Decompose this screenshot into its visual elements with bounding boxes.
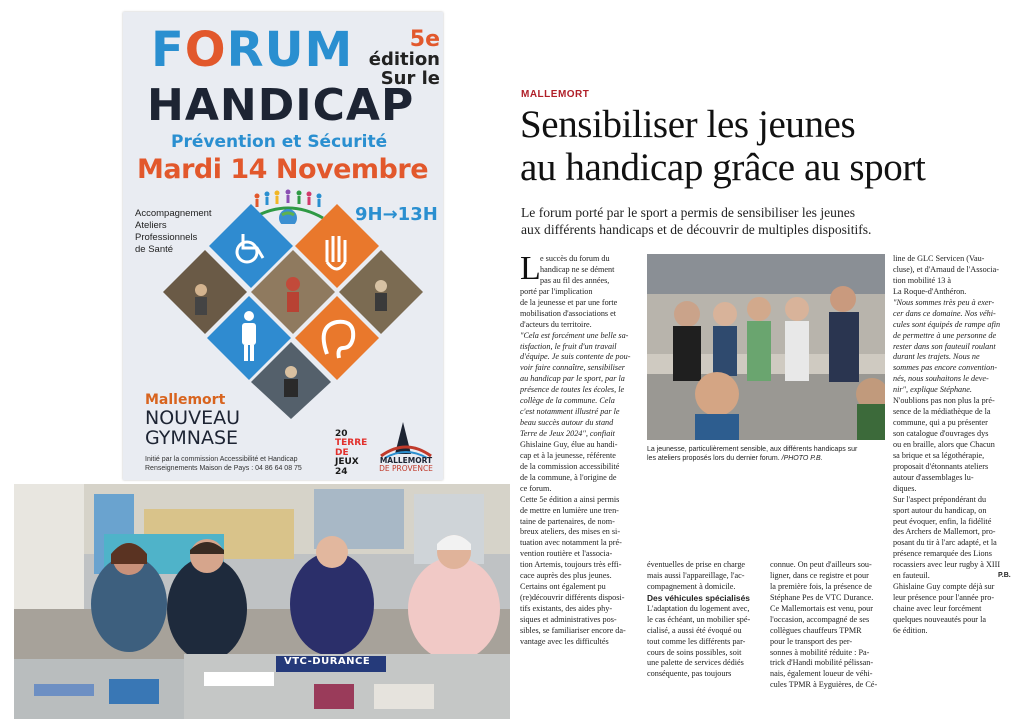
caption-text: les ateliers proposés lors du dernier forum. xyxy=(647,455,780,463)
article-text-line: peut évoquer, enfin, la fidélité xyxy=(893,516,992,526)
article-text-line: siques et administratives pos- xyxy=(520,614,617,624)
article-text-line: ligner, dans ce registre et pour xyxy=(770,570,869,580)
poster-service: Ateliers xyxy=(135,219,167,231)
article-text-line: de la commission accessibilité xyxy=(520,461,620,471)
article-text-line: collège de la commune. Cela xyxy=(520,396,615,406)
article-text-line: N'oublions pas non plus la pré- xyxy=(893,396,995,406)
article-text-line: tion mobilité 13 à xyxy=(893,275,951,285)
wheelchair-o-icon: O xyxy=(184,22,227,78)
poster-service: Professionnels xyxy=(135,231,198,243)
article-headline xyxy=(520,104,1020,190)
poster-service: de Santé xyxy=(135,243,174,255)
poster-venue-line: GYMNASE xyxy=(145,426,239,449)
article-text-line: chaine avec leur forcément xyxy=(893,604,982,613)
article-text-line: "Nous sommes très peu à exer- xyxy=(893,297,995,307)
drop-cap: L xyxy=(520,250,541,287)
article-text-line: proposait d'étonnants ateliers xyxy=(893,461,989,471)
logo-sub: DE PROVENCE xyxy=(379,463,433,473)
poster-date: Mardi 14 Novembre xyxy=(137,154,429,185)
poster-initiative-line: Renseignements Maison de Pays : 04 86 64 08 75 xyxy=(145,464,302,472)
article-text-line: cours de soins possibles, soit xyxy=(647,647,742,657)
article-text-line: tion Artemis, toujours très effi- xyxy=(520,560,622,570)
headline-line: au handicap grâce au sport xyxy=(520,145,926,189)
article-text-line: ou en braille, alors que Chacun xyxy=(893,439,995,449)
article-text-line: conséquente, pas toujours xyxy=(647,669,732,679)
terre-de-jeux-word: DE xyxy=(335,447,349,458)
article-text-line: de mettre en lumière une tren- xyxy=(520,505,619,515)
article-text-line: (re)découvrir différents disposi- xyxy=(520,593,625,603)
article-photo-scene xyxy=(647,254,885,440)
article-text-line: sa brique et sa légothérapie, xyxy=(893,450,985,460)
forum-poster xyxy=(123,12,443,480)
terre-de-jeux-word: TERRE xyxy=(335,438,368,449)
poster-diamond-mosaic xyxy=(141,204,441,419)
article-text-line: beau succès autour du stand xyxy=(520,418,614,428)
article-text-line: cluse), et d'Arnaud de l'Associa- xyxy=(893,264,999,274)
article-text-line: cap et à la jeunesse, référente xyxy=(520,450,616,460)
child-figure xyxy=(747,297,771,381)
article-text-line: de la commune, à l'origine de xyxy=(520,472,617,482)
logo-name: MALLEMORT xyxy=(379,456,433,465)
article-text-line: nir", explique Stéphane. xyxy=(893,385,972,395)
article-text-line: l'occasion, accompagné de ses xyxy=(770,614,870,624)
article-text-line: en fauteuil. xyxy=(893,571,930,581)
child-figure xyxy=(713,302,737,376)
article-lead xyxy=(521,204,991,239)
poster-forum-title: FORUM xyxy=(151,22,354,78)
lead-line: Le forum porté par le sport a permis de sensibiliser les jeunes xyxy=(521,205,856,220)
article-text-line: connue. On peut d'ailleurs sou- xyxy=(770,560,872,569)
poster-location: Mallemort xyxy=(145,392,226,408)
poster-subtitle: Prévention et Sécurité xyxy=(171,132,388,152)
article-text-line: compagnement à domicile. xyxy=(647,581,736,591)
article-text-line: Ce Mallemortais est venu, pour xyxy=(770,603,874,613)
article-text-line: mobilisation d'associations et xyxy=(520,308,617,318)
newspaper-article xyxy=(520,86,1020,690)
child-figure xyxy=(673,301,701,381)
terre-de-jeux-word: JEUX xyxy=(335,457,359,468)
article-text-line: 6e édition. xyxy=(893,625,928,635)
article-text-line: éventuelles de prise en charge xyxy=(647,560,746,569)
article-text-line: son catalogue d'ouvrages dys xyxy=(893,429,989,438)
poster-initiative xyxy=(145,456,325,474)
article-text-line: nés, nous souhaitons le deve- xyxy=(893,374,989,384)
article-text-line: tout comme les différents par- xyxy=(647,636,746,646)
article-text-line: diques. xyxy=(893,483,917,493)
caption-line: La jeunesse, particulièrement sensible, aux différents handicaps sur xyxy=(647,446,858,453)
article-text-line: pour le transport des per- xyxy=(770,636,853,646)
article-text-line: sence de la médiathèque de la xyxy=(893,407,991,417)
article-text-line: cace auprès des plus jeunes. xyxy=(520,571,612,581)
terre-de-jeux-year: 24 xyxy=(335,466,348,477)
article-text-line: c'est notamment illustré par le xyxy=(520,407,620,417)
article-text-line: Ghislaine Guy, élue au handi- xyxy=(520,439,618,449)
article-text-line: des Archers de Mallemort, pro- xyxy=(893,527,996,537)
article-text-line: sonnes à mobilité réduite : Pa- xyxy=(770,647,870,657)
article-text-line: sommes pas encore convention- xyxy=(893,363,998,373)
article-text-line: tisfaction, le fruit d'un travail xyxy=(520,341,617,351)
poster-venue-line: NOUVEAU xyxy=(145,407,240,429)
article-text-line: la première fois, la présence de xyxy=(770,581,872,591)
child-figure xyxy=(856,378,885,440)
child-figure xyxy=(785,297,809,381)
article-text-line: La Roque-d'Anthéron. xyxy=(893,286,967,296)
article-text-line: handicap ne se dément xyxy=(540,264,615,274)
article-text-line: rester dans son fauteuil roulant xyxy=(893,341,996,351)
poster-venue xyxy=(145,409,240,449)
poster-edition-word: édition xyxy=(368,49,440,71)
booth-photo xyxy=(14,484,510,719)
article-text-line: durant les trajets. Nous ne xyxy=(893,352,980,362)
article-text-line: cer dans ce domaine. Nos véhi- xyxy=(893,308,996,318)
article-column-3 xyxy=(770,560,882,691)
article-text-line: autour d'assemblages lu- xyxy=(893,472,974,482)
vtc-durance-banner: VTC-DURANCE xyxy=(284,656,371,667)
poster-service: Accompagnement xyxy=(135,208,212,219)
article-text-line: rocassiers avec leur rugby à XIII xyxy=(893,560,1001,570)
adult-figure xyxy=(829,286,859,382)
article-text-line: Stéphane Pes de VTC Durance. xyxy=(770,592,874,602)
poster-hours: 9H→13H xyxy=(355,204,438,225)
booth-photo-scene xyxy=(14,484,510,719)
article-text-line: mais aussi l'appareillage, l'ac- xyxy=(647,570,745,580)
article-text-line: sport autour du handicap, on xyxy=(893,505,987,515)
headline-line: Sensibiliser les jeunes xyxy=(520,103,856,146)
article-text-line: ce forum. xyxy=(520,483,552,493)
poster-initiative-line: Initié par la commission Accessibilité et Handicap xyxy=(145,456,298,463)
article-text-line: porté par l'implication xyxy=(520,286,593,296)
article-text-line: au handicap par le sport, par la xyxy=(520,374,625,384)
article-text-line: "Cela est forcément une belle sa- xyxy=(520,330,629,340)
terre-de-jeux-year: 20 xyxy=(335,429,348,439)
poster-edition-sur: Sur le xyxy=(380,67,440,89)
article-photo xyxy=(647,254,885,440)
caption-credit: /PHOTO P.B. xyxy=(781,455,823,463)
article-text-line: Ghislaine Guy compte déjà sur xyxy=(893,582,995,592)
lead-line: aux différents handicaps et de découvrir de multiples dispositifs. xyxy=(521,222,872,238)
child-figure xyxy=(695,372,739,440)
article-column-2 xyxy=(647,560,759,680)
article-signature: P.B. xyxy=(998,572,1011,579)
article-text-line: tifs existants, des aides phy- xyxy=(520,604,613,613)
article-text-line: line de GLC Servicen (Vau- xyxy=(893,254,985,263)
article-text-line: nais, également loueur de véhi- xyxy=(770,669,873,679)
article-text-line: de la jeunesse et par une forte xyxy=(520,297,618,307)
poster-edition-number: 5e xyxy=(409,27,440,52)
article-text-line: vention routière et l'associa- xyxy=(520,549,613,559)
article-column-4 xyxy=(893,254,1008,637)
article-text-line: collègues chauffeurs TPMR xyxy=(770,625,862,635)
article-text-line: breux ateliers, des mises en si- xyxy=(520,527,621,537)
article-text-line: pas au fil des années, xyxy=(540,275,610,285)
article-text-line: trick d'Handi mobilité pélissan- xyxy=(770,658,874,668)
article-text-line: L'adaptation du logement avec, xyxy=(647,603,750,613)
article-text-line: Certains ont également pu xyxy=(520,582,606,592)
article-text-line: Cette 5e édition a ainsi permis xyxy=(520,494,620,504)
article-kicker: MALLEMORT xyxy=(521,89,590,100)
article-text-line: Sur l'aspect prépondérant du xyxy=(893,494,987,504)
article-text-line: vantage avec les difficultés xyxy=(520,636,609,646)
article-column-1 xyxy=(520,250,638,648)
terre-de-jeux-logo xyxy=(335,430,367,477)
article-text-line: présence de toutes les écoles, le xyxy=(520,385,625,395)
poster-handicap-title: HANDICAP xyxy=(147,80,415,131)
article-text-line: Terre de Jeux 2024", confiait xyxy=(520,429,615,438)
article-text-line: cules TPMR à Eyguières, de Cé- xyxy=(770,680,878,690)
article-subheading: Des véhicules spécialisés xyxy=(647,592,750,603)
article-text-line: tuation avec notamment la pré- xyxy=(520,538,622,548)
article-text-line: d'acteurs du territoire. xyxy=(520,319,592,329)
article-text-line: posant du tir à l'arc adapté, et la xyxy=(893,538,997,548)
article-text-line: sibles, se familiariser encore da- xyxy=(520,625,626,635)
article-text-line: taine de partenaires, de nom- xyxy=(520,516,615,526)
article-text-line: de permettre à une personne de xyxy=(893,330,997,340)
article-text-line: commune, qui a pu présenter xyxy=(893,418,988,428)
article-text-line: cules sont équipés de rampe afin xyxy=(893,319,1001,329)
article-text-line: d'équipe. Je suis contente de pou- xyxy=(520,352,631,362)
mallemort-logo-text xyxy=(373,457,439,473)
article-text-line: le cas échéant, un mobilier spé- xyxy=(647,614,751,624)
article-text-line: quelques nouveautés pour la xyxy=(893,614,986,624)
article-text-line: une palette de services dédiés xyxy=(647,658,744,668)
caption-line xyxy=(647,454,883,463)
article-text-line: e succès du forum du xyxy=(540,254,610,263)
photo-caption xyxy=(647,445,883,463)
article-text-line: voir faire connaître, sensibiliser xyxy=(520,363,625,373)
article-text-line: cialisé, a aussi été évoqué ou xyxy=(647,625,742,635)
article-text-line: présence remarquée des Lions xyxy=(893,549,992,559)
article-text-line: leur présence pour l'année pro- xyxy=(893,593,995,603)
